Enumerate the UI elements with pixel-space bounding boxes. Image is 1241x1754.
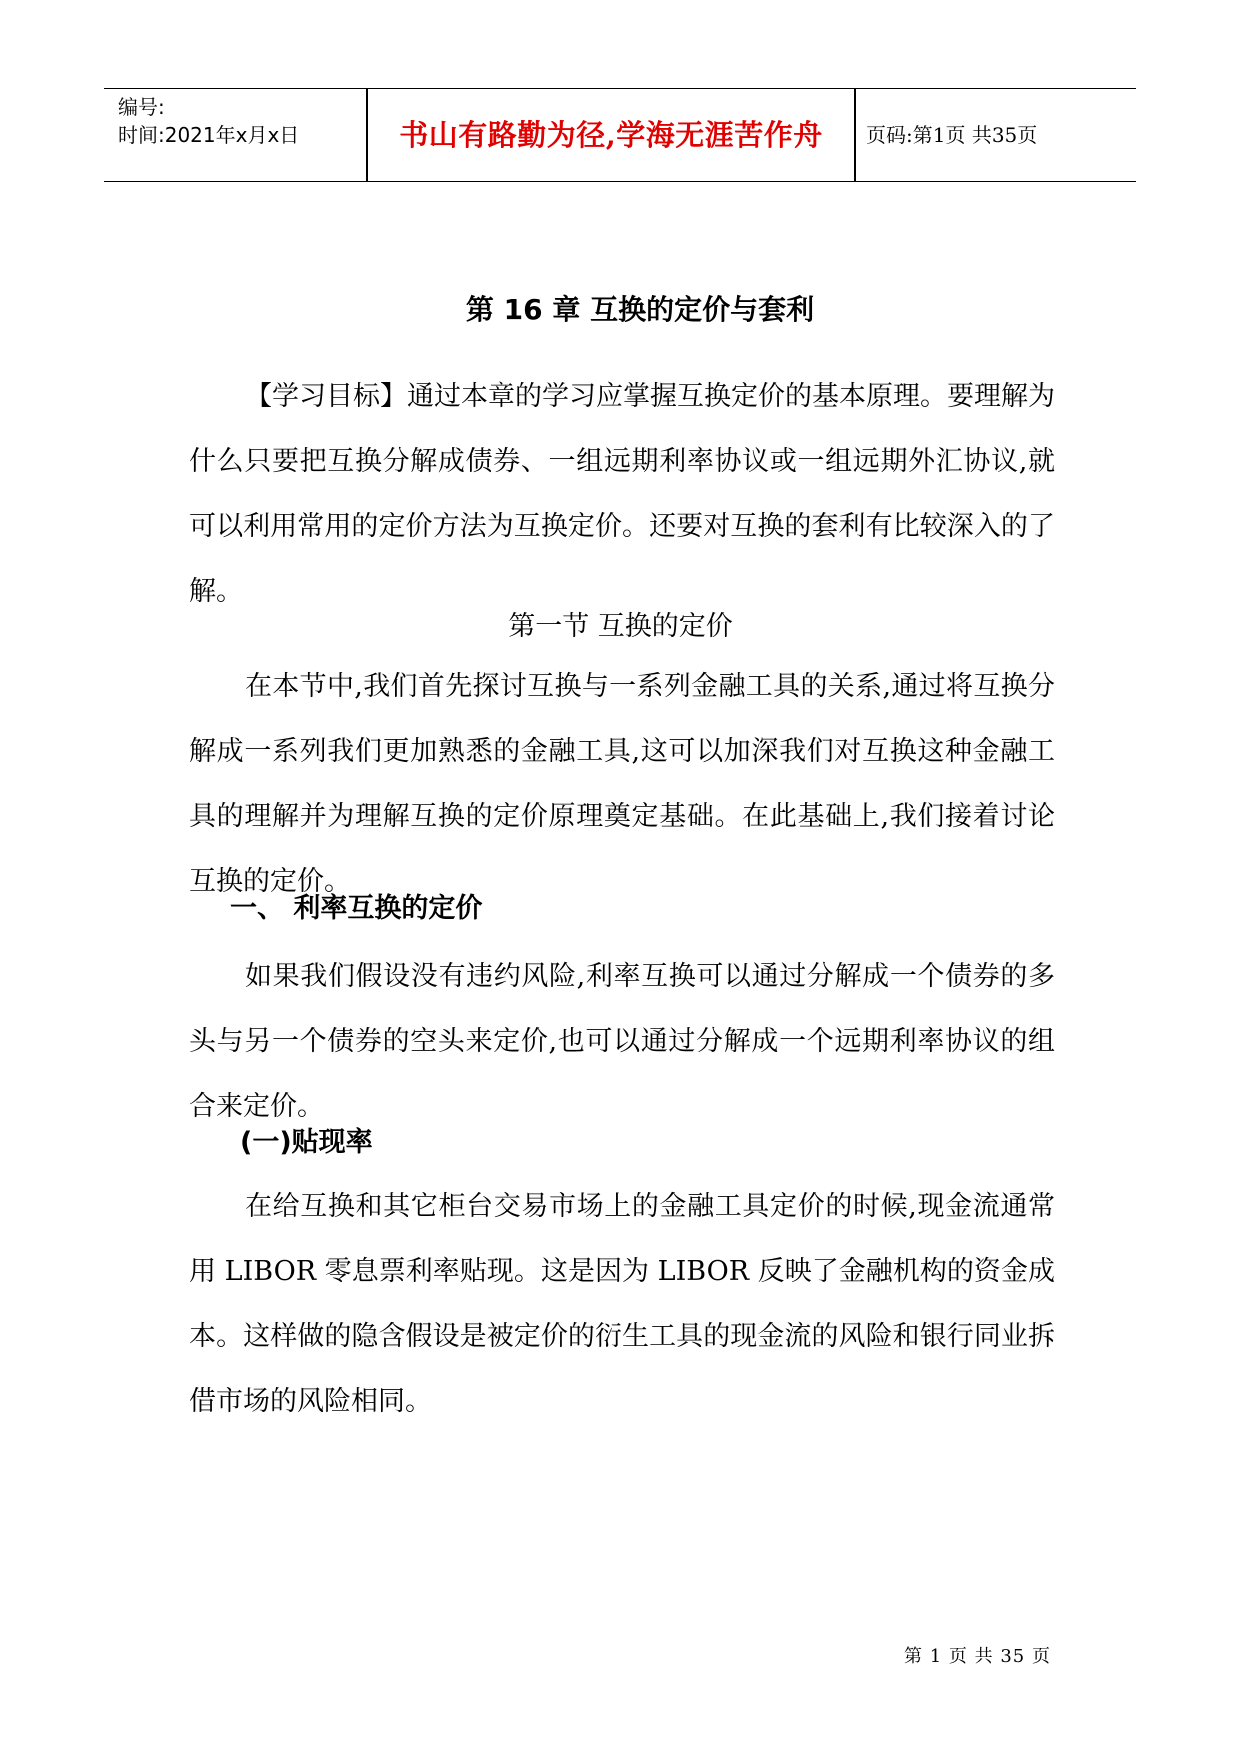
header-divider [854,89,856,181]
subheading-discount-rate: (一)贴现率 [240,1127,373,1158]
header-page-info: 页码:第1页 共35页 [866,123,1038,147]
page-footer: 第 1 页 共 35 页 [904,1646,1051,1667]
section-title: 第一节 互换的定价 [508,611,733,642]
page-header [104,88,1136,182]
objective-paragraph: 【学习目标】通过本章的学习应掌握互换定价的基本原理。要理解为什么只要把互换分解成债券、一组远期利率协议或一组远期外汇协议,就可以利用常用的定价方法为互换定价。还要对互换的套利有比较深入的了解。 [189,381,1055,607]
header-motto: 书山有路勤为径,学海无涯苦作舟 [399,118,823,152]
section-intro-paragraph: 在本节中,我们首先探讨互换与一系列金融工具的关系,通过将互换分解成一系列我们更加熟悉的金融工具,这可以加深我们对互换这种金融工具的理解并为理解互换的定价原理奠定基础。在此基础上,我们接着讨论互换的定价。 [189,671,1055,897]
interest-rate-swap-paragraph: 如果我们假设没有违约风险,利率互换可以通过分解成一个债券的多头与另一个债券的空头来定价,也可以通过分解成一个远期利率协议的组合来定价。 [189,961,1055,1122]
discount-rate-paragraph: 在给互换和其它柜台交易市场上的金融工具定价的时候,现金流通常用 LIBOR 零息票利率贴现。这是因为 LIBOR 反映了金融机构的资金成本。这样做的隐含假设是被定价的衍生工具的现金流的风险和银行同业拆借市场的风险相同。 [189,1191,1055,1417]
chapter-title: 第 16 章 互换的定价与套利 [465,293,815,326]
header-time-label: 时间:2021年x月x日 [118,123,300,147]
header-number-label: 编号: [118,95,165,119]
header-meta [118,93,299,149]
heading-interest-rate-swap: 一、 利率互换的定价 [230,893,483,924]
